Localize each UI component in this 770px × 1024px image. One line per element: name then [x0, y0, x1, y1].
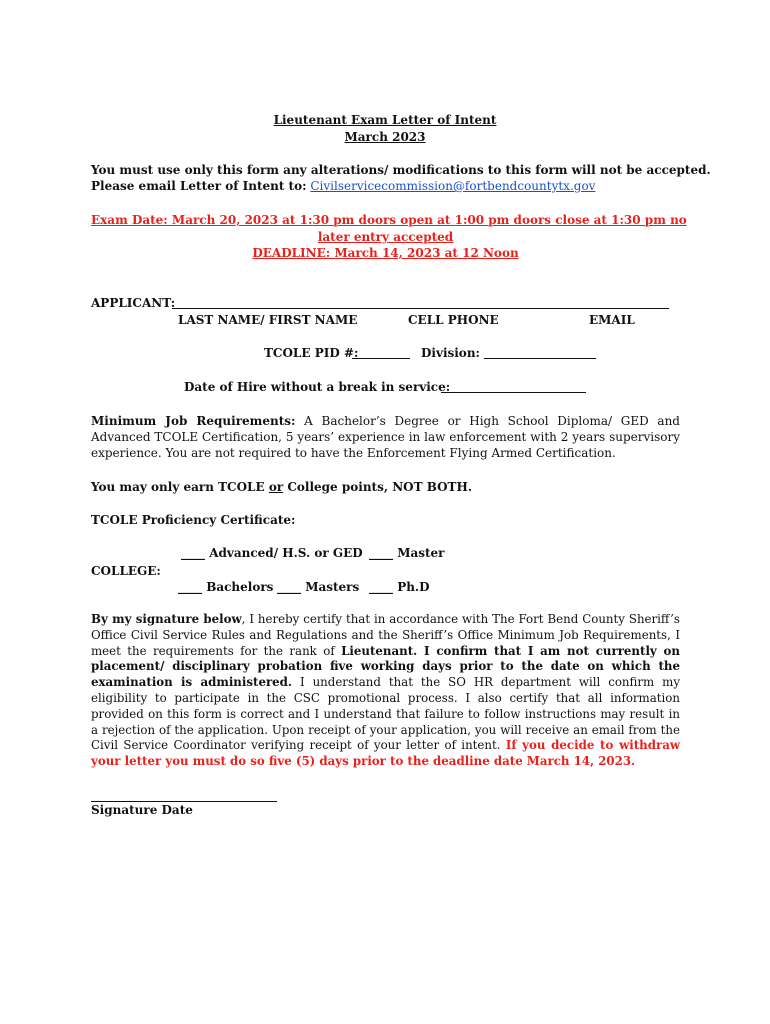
- option-master-blank: ____: [369, 546, 393, 560]
- option-master-label: Master: [397, 546, 445, 560]
- hire-date-line[interactable]: [441, 381, 586, 396]
- option-master[interactable]: [369, 546, 445, 560]
- email-link[interactable]: Civilservicecommission@fortbendcountytx.gov: [310, 179, 596, 193]
- applicant-label: APPLICANT:: [91, 296, 176, 310]
- exam-date-line2: later entry accepted: [317, 230, 454, 244]
- page-subtitle: March 2023: [344, 130, 426, 144]
- points-note-or: or: [268, 480, 284, 494]
- option-phd-blank: ____: [369, 580, 393, 594]
- certification-paragraph: [91, 612, 680, 770]
- job-requirements: [91, 413, 680, 461]
- tcole-pid-label: TCOLE PID #:: [264, 346, 359, 360]
- division-line[interactable]: [484, 347, 596, 362]
- certification-probation: I confirm that I am not currently on placement/ disciplinary probation five working days prior to the date on which the examination is administered.: [91, 643, 680, 690]
- option-phd-label: Ph.D: [397, 580, 430, 594]
- applicant-email-caption: EMAIL: [589, 313, 635, 327]
- points-note-pre: You may only earn TCOLE: [91, 480, 265, 494]
- deadline-text: DEADLINE: March 14, 2023 at 12 Noon: [252, 246, 519, 260]
- certification-text-2: I understand that the SO HR department will confirm my eligibility to participate in the CSC promotional process. I also certify that all information provided on this form is correct and I understand that failure to follow instructions may result in a rejection of the application. Upon receipt of your application, you will receive an email from the Civil Service Coordinator verifying receipt of your letter of intent.: [91, 675, 681, 753]
- withdraw-warning: If you decide to withdraw your letter you must do so five (5) days prior to the deadline date March 14, 2023.: [91, 738, 680, 769]
- email-instruction-label: Please email Letter of Intent to:: [91, 179, 307, 193]
- college-label: COLLEGE:: [91, 564, 161, 578]
- form-warning-text: You must use only this form any alterations/ modifications to this form will not be accepted.: [91, 163, 711, 177]
- option-bachelors-label: Bachelors: [206, 580, 274, 594]
- certification-rank: Lieutenant.: [341, 643, 418, 658]
- certification-text-1: , I hereby certify that in accordance with The Fort Bend County Sheriff’s Office Civil Service Rules and Regulations and the Sheriff’s Office Minimum Job Requirements, I meet the requirements for the rank of: [91, 612, 680, 658]
- page-title: Lieutenant Exam Letter of Intent: [273, 113, 497, 127]
- email-instruction: [91, 179, 595, 193]
- option-bachelors[interactable]: [178, 580, 273, 594]
- applicant-phone-caption: CELL PHONE: [408, 313, 499, 327]
- tcole-certificate-heading: TCOLE Proficiency Certificate:: [91, 513, 296, 527]
- option-advanced-blank: ____: [181, 546, 205, 560]
- applicant-line[interactable]: [172, 297, 669, 312]
- hire-date-label: Date of Hire without a break in service:: [184, 380, 451, 394]
- job-requirements-label: Minimum Job Requirements:: [91, 414, 296, 428]
- exam-date-line1: Exam Date: March 20, 2023 at 1:30 pm doors open at 1:00 pm doors close at 1:30 pm no: [91, 213, 687, 227]
- option-phd[interactable]: [369, 580, 430, 594]
- option-advanced[interactable]: [181, 546, 363, 560]
- option-bachelors-blank: ____: [178, 580, 202, 594]
- points-note: [91, 480, 472, 494]
- option-masters-label: Masters: [305, 580, 360, 594]
- applicant-name-caption: LAST NAME/ FIRST NAME: [178, 313, 358, 327]
- option-masters[interactable]: [277, 580, 359, 594]
- option-masters-blank: ____: [277, 580, 301, 594]
- signature-date-label: Signature Date: [91, 803, 193, 817]
- certification-lead: By my signature below: [91, 612, 242, 626]
- points-note-post: College points, NOT BOTH.: [287, 480, 472, 494]
- tcole-pid-line[interactable]: [352, 347, 410, 362]
- division-label: Division:: [421, 346, 480, 360]
- option-advanced-label: Advanced/ H.S. or GED: [209, 546, 363, 560]
- job-requirements-text: A Bachelor’s Degree or High School Diploma/ GED and Advanced TCOLE Certification, 5 years’ experience in law enforcement with 2 years supervisory experience. You are not required to have the Enforcement Flying Armed Certification.: [91, 414, 680, 460]
